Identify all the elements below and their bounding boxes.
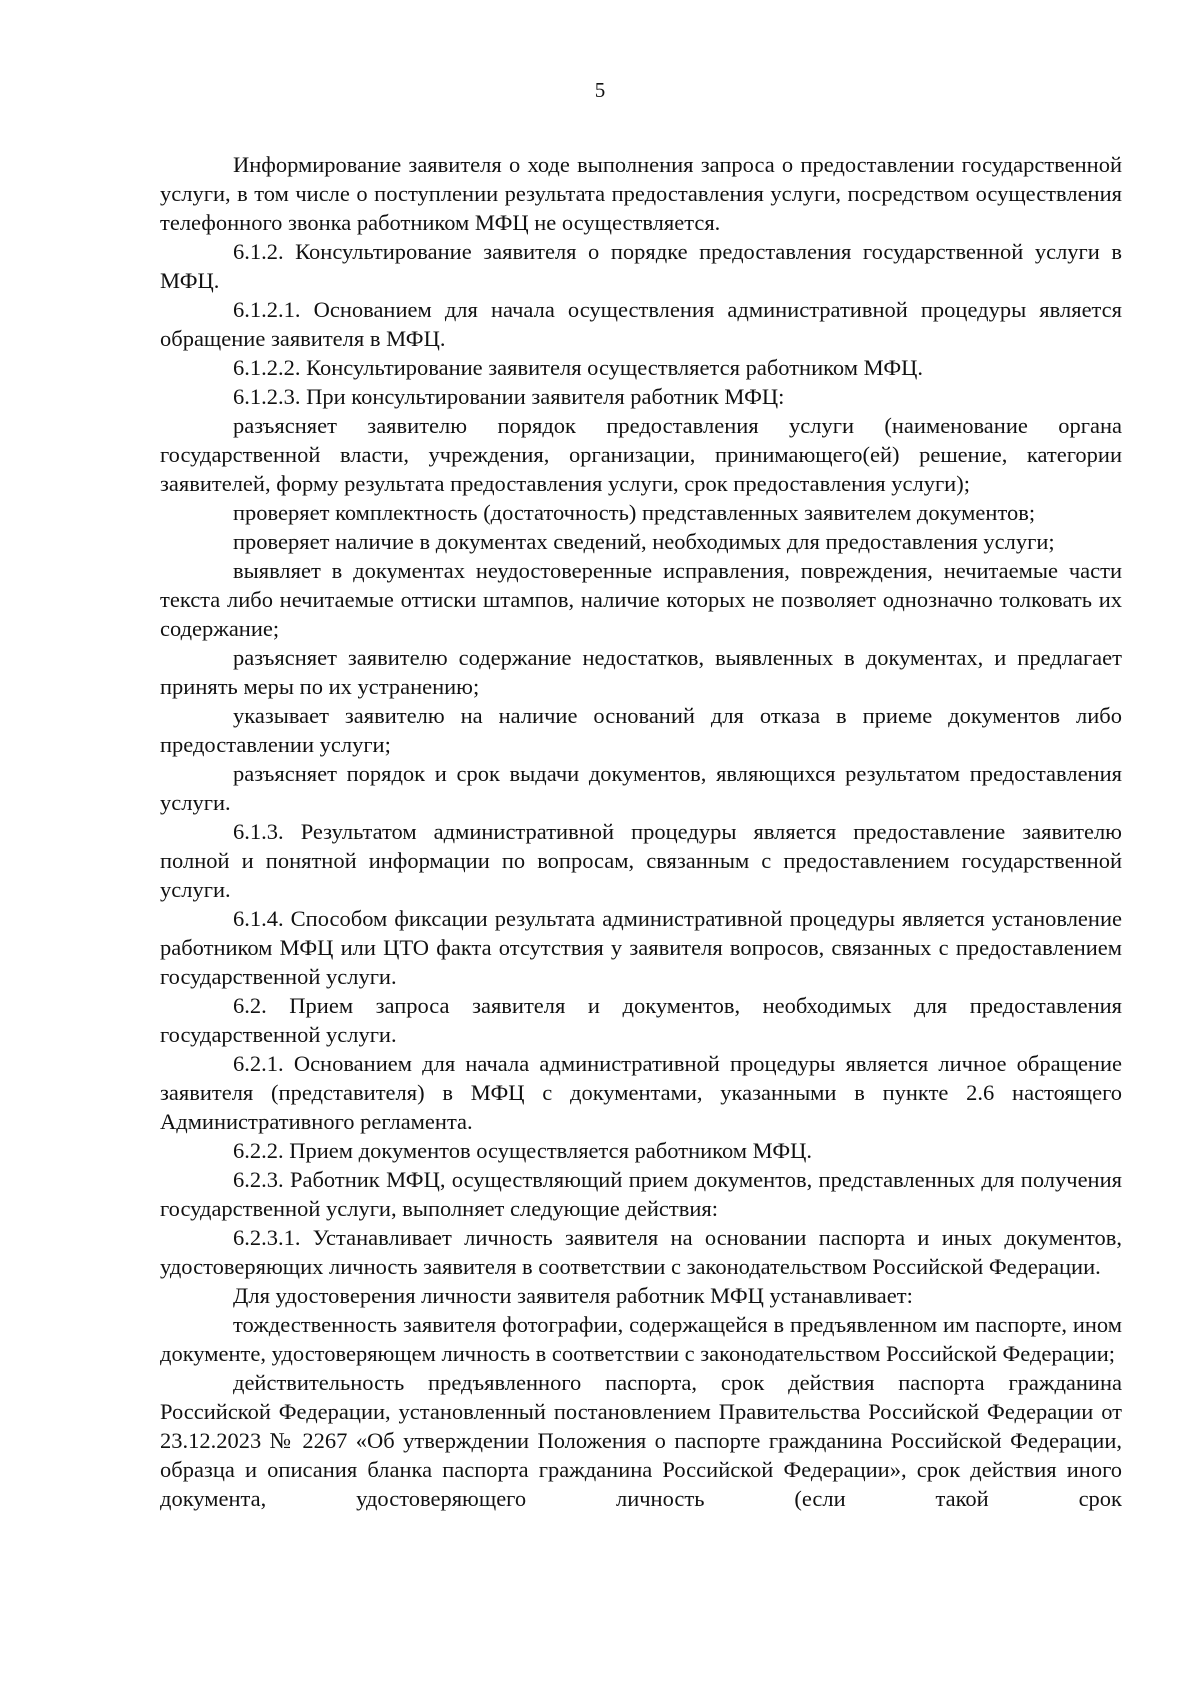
paragraph: 6.1.2.3. При консультировании заявителя работник МФЦ:: [233, 384, 785, 409]
paragraph: тождественность заявителя фотографии, содержащейся в предъявленном им паспорте, ином документе, удостоверяющем личность в соответствии с законодательством Российской Федерации;: [160, 1312, 1122, 1366]
paragraph: 6.2.1. Основанием для начала административной процедуры является личное обращение заявителя (представителя) в МФЦ с документами, указанными в пункте 2.6 настоящего Административного регламента.: [160, 1051, 1122, 1134]
page-number: 5: [594, 78, 606, 102]
paragraph: 6.2. Прием запроса заявителя и документов, необходимых для предоставления государственной услуги.: [160, 993, 1122, 1047]
paragraph: 6.1.2.2. Консультирование заявителя осуществляется работником МФЦ.: [233, 355, 923, 380]
paragraph: 6.2.2. Прием документов осуществляется работником МФЦ.: [233, 1138, 812, 1163]
paragraph: выявляет в документах неудостоверенные исправления, повреждения, нечитаемые части текста либо нечитаемые оттиски штампов, наличие которых не позволяет однозначно толковать их содержание;: [160, 558, 1122, 641]
paragraph: 6.1.2. Консультирование заявителя о порядке предоставления государственной услуги в МФЦ.: [160, 239, 1122, 293]
paragraph: действительность предъявленного паспорта, срок действия паспорта гражданина Российской Федерации, установленный постановлением Правительства Российской Федерации от 23.12.2023 № 2267 «Об утверждении Положения о паспорте гражданина Российской Федерации, образца и описания бланка паспорта гражданина Российской Федерации», срок действия иного документа, удостоверяющего личность (если такой срок: [160, 1370, 1122, 1511]
paragraph: проверяет наличие в документах сведений, необходимых для предоставления услуги;: [233, 529, 1055, 554]
document-body: [160, 150, 1122, 1513]
paragraph: указывает заявителю на наличие оснований для отказа в приеме документов либо предоставлении услуги;: [160, 703, 1122, 757]
paragraph: Информирование заявителя о ходе выполнения запроса о предоставлении государственной услуги, в том числе о поступлении результата предоставления услуги, посредством осуществления телефонного звонка работником МФЦ не осуществляется.: [160, 152, 1122, 235]
paragraph: разъясняет заявителю порядок предоставления услуги (наименование органа государственной власти, учреждения, организации, принимающего(ей) решение, категории заявителей, форму результата предоставления услуги, срок предоставления услуги);: [160, 413, 1122, 496]
paragraph: разъясняет заявителю содержание недостатков, выявленных в документах, и предлагает принять меры по их устранению;: [160, 645, 1122, 699]
paragraph: разъясняет порядок и срок выдачи документов, являющихся результатом предоставления услуги.: [160, 761, 1122, 815]
paragraph: 6.1.2.1. Основанием для начала осуществления административной процедуры является обращение заявителя в МФЦ.: [160, 297, 1122, 351]
paragraph: Для удостоверения личности заявителя работник МФЦ устанавливает:: [233, 1283, 913, 1308]
paragraph: 6.1.3. Результатом административной процедуры является предоставление заявителю полной и понятной информации по вопросам, связанным с предоставлением государственной услуги.: [160, 819, 1122, 902]
paragraph: 6.1.4. Способом фиксации результата административной процедуры является установление работником МФЦ или ЦТО факта отсутствия у заявителя вопросов, связанных с предоставлением государственной услуги.: [160, 906, 1122, 989]
paragraph: 6.2.3. Работник МФЦ, осуществляющий прием документов, представленных для получения государственной услуги, выполняет следующие действия:: [160, 1167, 1122, 1221]
paragraph: 6.2.3.1. Устанавливает личность заявителя на основании паспорта и иных документов, удостоверяющих личность заявителя в соответствии с законодательством Российской Федерации.: [160, 1225, 1122, 1279]
paragraph: проверяет комплектность (достаточность) представленных заявителем документов;: [233, 500, 1036, 525]
